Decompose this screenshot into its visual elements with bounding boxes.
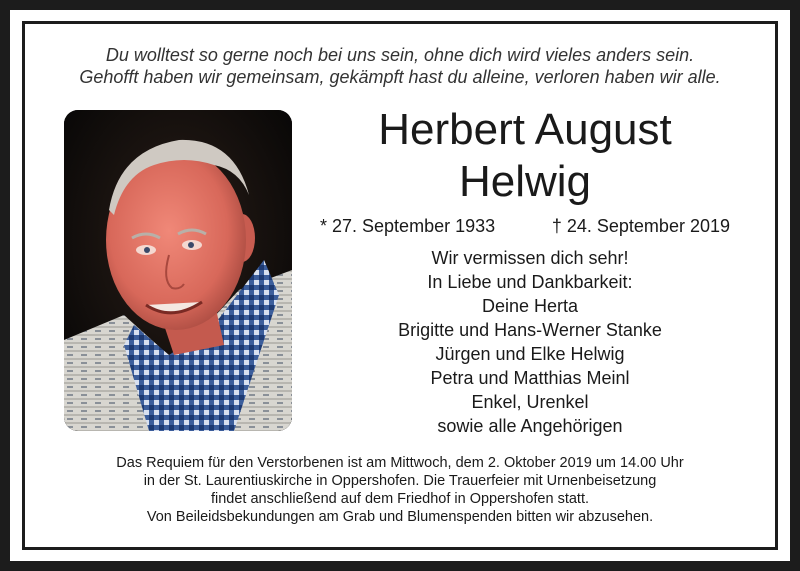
portrait-photo xyxy=(64,110,292,431)
deceased-name xyxy=(300,104,750,208)
family-line: Jürgen und Elke Helwig xyxy=(435,344,625,364)
family-line: Petra und Matthias Meinl xyxy=(430,368,630,388)
notice-line: Von Beileidsbekundungen am Grab und Blumenspenden bitten wir abzusehen. xyxy=(146,509,654,525)
birth-date: * 27. September 1933 xyxy=(320,216,496,236)
family-line: sowie alle Angehörigen xyxy=(437,416,623,436)
notice-line: in der St. Laurentiuskirche in Oppershofen. Die Trauerfeier mit Urnenbeisetzung xyxy=(143,473,657,489)
family-line: In Liebe und Dankbarkeit: xyxy=(427,272,633,292)
family-mourners xyxy=(330,246,730,438)
funeral-notice xyxy=(30,454,770,526)
quote-line: Gehofft haben wir gemeinsam, gekämpft hast du alleine, verloren haben wir alle. xyxy=(79,67,721,87)
family-line: Deine Herta xyxy=(481,296,579,316)
deceased-first-names: Herbert August xyxy=(378,105,672,154)
portrait-illustration xyxy=(64,110,292,431)
deceased-surname: Helwig xyxy=(458,157,592,206)
memorial-quote xyxy=(30,44,770,88)
notice-line: Das Requiem für den Verstorbenen ist am Mittwoch, dem 2. Oktober 2019 um 14.00 Uhr xyxy=(116,455,684,471)
family-line: Enkel, Urenkel xyxy=(471,392,589,412)
quote-line: Du wolltest so gerne noch bei uns sein, ohne dich wird vieles anders sein. xyxy=(105,45,695,65)
notice-line: findet anschließend auf dem Friedhof in Oppershofen statt. xyxy=(210,491,590,507)
death-date: † 24. September 2019 xyxy=(551,216,730,236)
family-line: Brigitte und Hans-Werner Stanke xyxy=(398,320,662,340)
family-line: Wir vermissen dich sehr! xyxy=(431,248,629,268)
